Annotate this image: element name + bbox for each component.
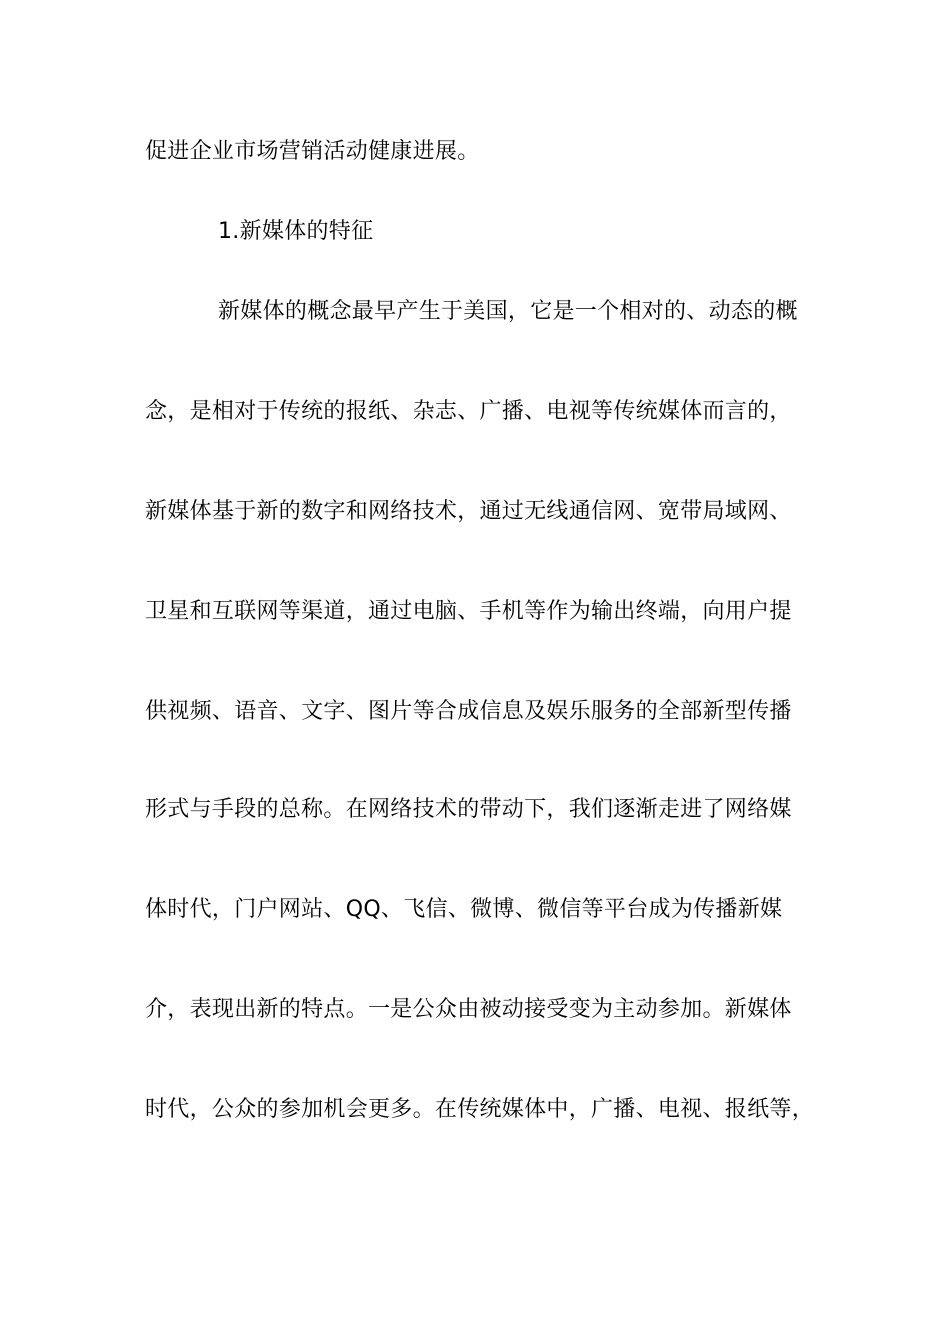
paragraph-line: 介，表现出新的特点。一是公众由被动接受变为主动参加。新媒体 <box>145 997 792 1022</box>
paragraph-line: 促进企业市场营销活动健康进展。 <box>145 139 480 164</box>
paragraph-line: 念，是相对于传统的报纸、杂志、广播、电视等传统媒体而言的， <box>145 399 792 424</box>
paragraph-line: 新媒体基于新的数字和网络技术，通过无线通信网、宽带局域网、 <box>145 499 792 524</box>
section-heading: 1.新媒体的特征 <box>218 219 374 244</box>
paragraph-line: 供视频、语音、文字、图片等合成信息及娱乐服务的全部新型传播 <box>145 699 792 724</box>
paragraph-line: 体时代，门户网站、QQ、飞信、微博、微信等平台成为传播新媒 <box>145 897 783 922</box>
paragraph-line: 形式与手段的总称。在网络技术的带动下，我们逐渐走进了网络媒 <box>145 797 792 822</box>
paragraph-line: 时代，公众的参加机会更多。在传统媒体中，广播、电视、报纸等， <box>145 1097 815 1122</box>
paragraph-line: 新媒体的概念最早产生于美国，它是一个相对的、动态的概 <box>218 299 798 324</box>
paragraph-line: 卫星和互联网等渠道，通过电脑、手机等作为输出终端，向用户提 <box>145 599 792 624</box>
